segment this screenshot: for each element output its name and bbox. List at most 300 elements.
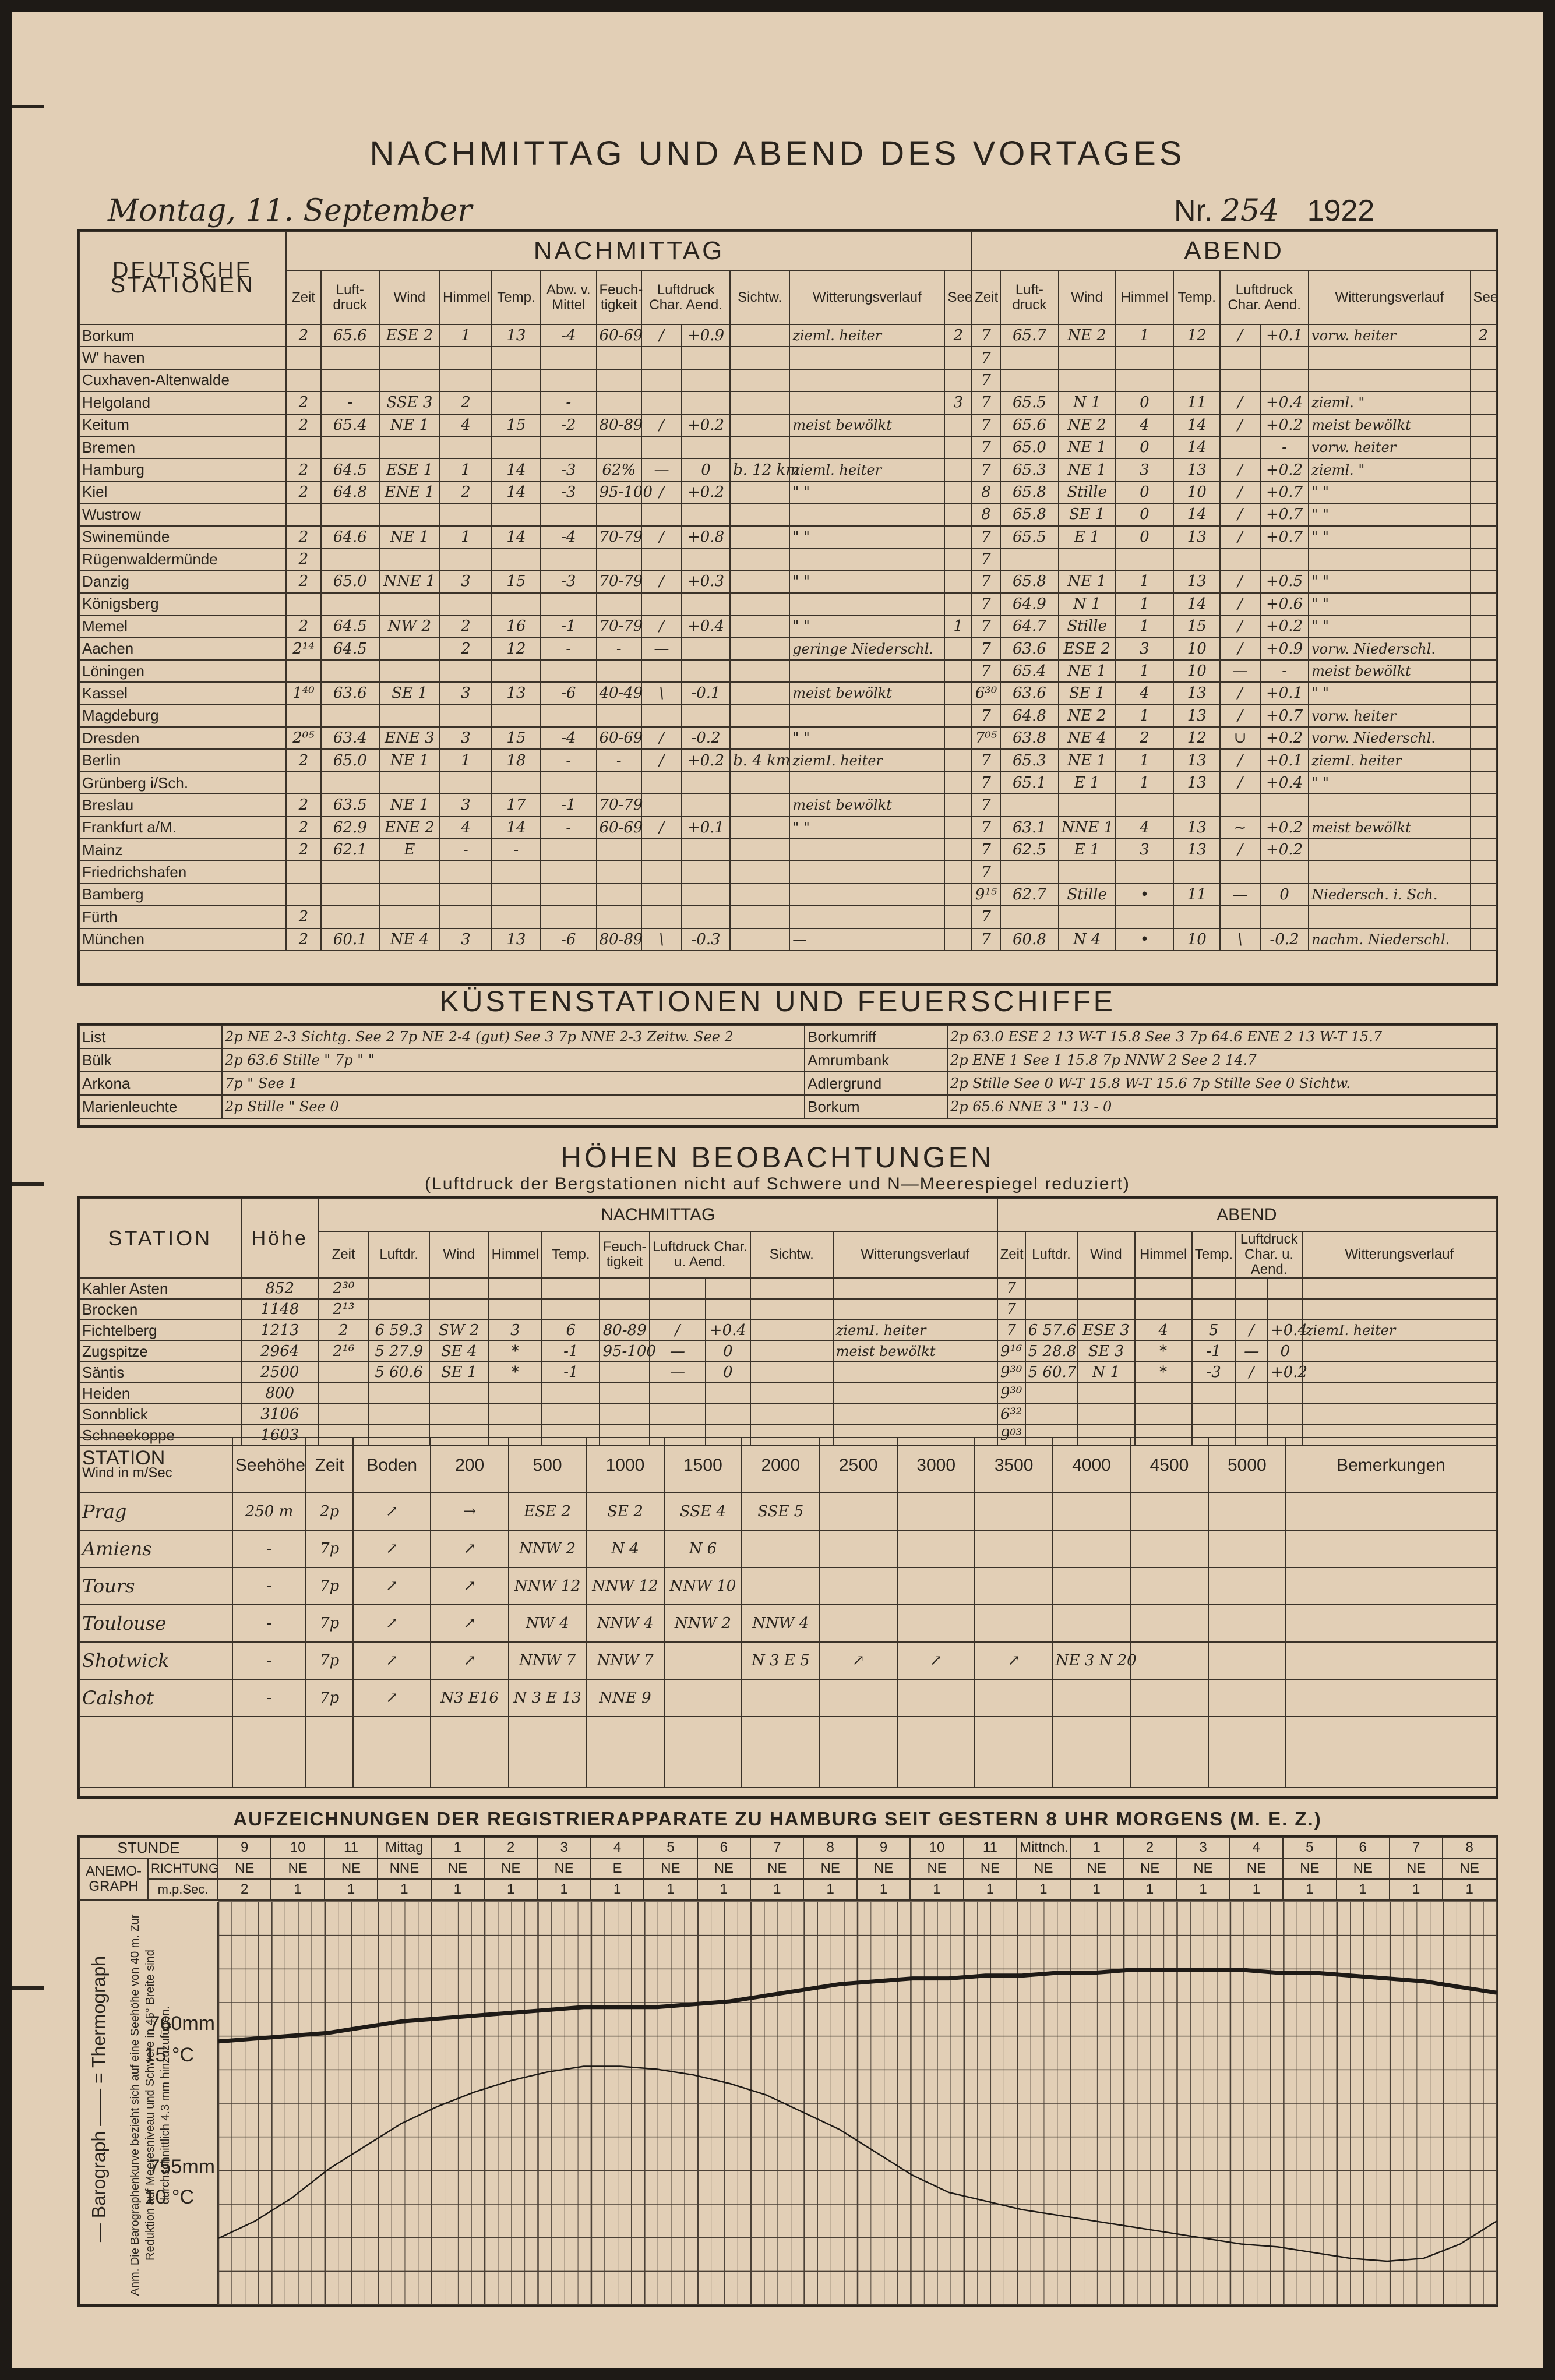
abend-cell: 4 xyxy=(1115,414,1173,436)
wind-direction: NE xyxy=(697,1858,750,1879)
wind-speed: 1 xyxy=(1443,1879,1496,1900)
wind-cell xyxy=(897,1679,975,1717)
nachmittag-cell xyxy=(833,1299,997,1320)
nachmittag-cell: 63.5 xyxy=(321,794,379,816)
nachmittag-cell: 2 xyxy=(286,548,321,570)
abend-cell: 60.8 xyxy=(1000,928,1059,951)
abend-cell xyxy=(1471,906,1497,928)
nachmittag-cell xyxy=(944,839,972,861)
abend-cell: N 1 xyxy=(1059,593,1116,615)
wind-cell xyxy=(1286,1493,1496,1530)
nachmittag-cell xyxy=(429,1383,488,1404)
wind-cell xyxy=(1053,1605,1130,1642)
abend-cell: 1 xyxy=(1115,749,1173,771)
wind-cell xyxy=(820,1530,897,1567)
nachmittag-cell xyxy=(641,794,682,816)
abend-cell: / xyxy=(1235,1320,1268,1341)
nachmittag-cell xyxy=(641,347,682,369)
abend-cell: 11 xyxy=(1173,884,1220,906)
nachmittag-cell xyxy=(597,660,642,682)
table-row xyxy=(79,1493,1496,1530)
hour-label: 9 xyxy=(218,1837,271,1858)
abend-cell: 0 xyxy=(1115,391,1173,414)
nachmittag-cell xyxy=(944,727,972,749)
abend-cell xyxy=(1471,481,1497,503)
abend-cell: NE 1 xyxy=(1059,749,1116,771)
abend-cell xyxy=(1000,347,1059,369)
abend-cell: vorw. heiter xyxy=(1309,705,1470,727)
nachmittag-cell: 2 xyxy=(286,481,321,503)
abend-col-header: Luftdr. xyxy=(1025,1231,1078,1278)
abend-cell xyxy=(1000,861,1059,883)
abend-cell xyxy=(1059,548,1116,570)
nachmittag-cell xyxy=(944,637,972,659)
abend-col-header: Witterungsverlauf xyxy=(1303,1231,1496,1278)
nachmittag-cell xyxy=(440,347,492,369)
abend-cell: N 4 xyxy=(1059,928,1116,951)
hour-label: 8 xyxy=(803,1837,856,1858)
nachmittag-cell: " " xyxy=(789,615,944,637)
wind-cell xyxy=(1286,1567,1496,1605)
nachmittag-cell: - xyxy=(440,839,492,861)
abend-cell: 14 xyxy=(1173,593,1220,615)
nachmittag-cell xyxy=(368,1383,429,1404)
wind-speed: 1 xyxy=(1017,1879,1070,1900)
abend-cell: +0.4 xyxy=(1260,772,1309,794)
abend-cell: 9³⁰ xyxy=(997,1362,1025,1383)
nachmittag-cell: 2 xyxy=(286,817,321,839)
nachmittag-cell: 2 xyxy=(286,794,321,816)
wind-cell xyxy=(1208,1605,1286,1642)
nachmittag-cell xyxy=(319,1362,368,1383)
nachmittag-cell xyxy=(597,436,642,458)
nachmittag-cell: 3 xyxy=(944,391,972,414)
wind-speed: 1 xyxy=(1230,1879,1283,1900)
abend-cell xyxy=(1309,369,1470,391)
abend-cell: / xyxy=(1220,615,1260,637)
station-name: Kassel xyxy=(79,682,286,704)
table-row xyxy=(79,637,1496,659)
nachmittag-cell xyxy=(944,794,972,816)
nachmittag-cell: 17 xyxy=(492,794,541,816)
abend-cell: " " xyxy=(1309,570,1470,592)
nachmittag-cell xyxy=(750,1404,833,1425)
abend-cell xyxy=(1471,884,1497,906)
records-side-panel xyxy=(79,1902,218,2305)
station-elevation: 800 xyxy=(241,1383,319,1404)
nachmittag-cell xyxy=(440,660,492,682)
wind-cell: N 3 E 13 xyxy=(509,1679,586,1717)
abend-cell: * xyxy=(1135,1362,1192,1383)
nachmittag-cell: - xyxy=(541,817,596,839)
nachmittag-cell xyxy=(492,906,541,928)
abend-cell xyxy=(1235,1278,1268,1299)
nachmittag-cell xyxy=(730,570,789,592)
nachmittag-cell xyxy=(597,391,642,414)
nachmittag-cell xyxy=(597,839,642,861)
nachmittag-cell xyxy=(641,884,682,906)
abend-cell: NE 1 xyxy=(1059,436,1116,458)
nachmittag-cell xyxy=(730,928,789,951)
wind-cell: NNW 4 xyxy=(586,1605,664,1642)
abend-cell: 0 xyxy=(1260,884,1309,906)
wind-speed: 1 xyxy=(644,1879,697,1900)
nachmittag-cell xyxy=(944,928,972,951)
nachmittag-cell xyxy=(750,1341,833,1362)
abend-cell: 0 xyxy=(1268,1341,1303,1362)
abend-cell: / xyxy=(1220,414,1260,436)
nachmittag-cell xyxy=(429,1299,488,1320)
nachmittag-cell: — xyxy=(641,458,682,481)
abend-header: ABEND xyxy=(997,1199,1496,1231)
nachmittag-cell: 2 xyxy=(286,391,321,414)
nachmittag-cell xyxy=(944,817,972,839)
station-name: Danzig xyxy=(79,570,286,592)
nachmittag-cell xyxy=(379,503,440,525)
nachmittag-cell: +0.9 xyxy=(682,324,730,347)
wind-cell xyxy=(1208,1679,1286,1717)
label-755mm: 755mm xyxy=(149,2156,215,2178)
wind-cell: ↗ xyxy=(431,1530,508,1567)
nachmittag-cell: 2¹⁴ xyxy=(286,637,321,659)
nachmittag-cell xyxy=(650,1299,706,1320)
abend-cell xyxy=(1220,347,1260,369)
nachmittag-col-header: Wind xyxy=(429,1231,488,1278)
abend-cell xyxy=(1471,526,1497,548)
nachmittag-cell xyxy=(682,503,730,525)
station-elevation: 3106 xyxy=(241,1404,319,1425)
wind-cell: ↗ xyxy=(897,1642,975,1679)
nachmittag-cell xyxy=(641,660,682,682)
nachmittag-cell xyxy=(730,347,789,369)
edge-mark xyxy=(12,1986,44,1990)
abend-cell xyxy=(1303,1341,1496,1362)
nachmittag-cell: b. 12 km xyxy=(730,458,789,481)
report-date: Montag, 11. September xyxy=(108,193,473,228)
wind-cell: N 3 E 5 xyxy=(742,1642,819,1679)
abend-cell xyxy=(1471,772,1497,794)
wind-speed: 1 xyxy=(1123,1879,1176,1900)
page-title: NACHMITTAG UND ABEND DES VORTAGES xyxy=(369,135,1186,172)
abend-cell: 65.7 xyxy=(1000,324,1059,347)
nachmittag-cell xyxy=(541,839,596,861)
abend-cell: — xyxy=(1220,884,1260,906)
instrument-legend: — Barograph —— = Thermograph xyxy=(88,1955,110,2243)
abend-cell xyxy=(1303,1383,1496,1404)
nachmittag-cell xyxy=(597,369,642,391)
number-label: Nr. xyxy=(1174,194,1213,228)
nachmittag-cell xyxy=(944,503,972,525)
abend-cell: 1 xyxy=(1115,324,1173,347)
nachmittag-cell xyxy=(944,436,972,458)
abend-col-header: Luftdruck Char. u. Aend. xyxy=(1235,1231,1302,1278)
table-row xyxy=(79,347,1496,369)
hour-label: 7 xyxy=(750,1837,803,1858)
abend-cell: 6³² xyxy=(997,1404,1025,1425)
nachmittag-cell: / xyxy=(641,481,682,503)
abend-cell: / xyxy=(1220,839,1260,861)
abend-cell: 9¹⁶ xyxy=(997,1341,1025,1362)
wind-cell: ↗ xyxy=(353,1567,431,1605)
wind-cell: NNW 10 xyxy=(664,1567,742,1605)
station-name: Berlin xyxy=(79,749,286,771)
nachmittag-cell xyxy=(682,391,730,414)
wind-cell: SSE 5 xyxy=(742,1493,819,1530)
wind-cell: 7p xyxy=(306,1642,353,1679)
abend-cell xyxy=(1309,906,1470,928)
nachmittag-cell xyxy=(730,481,789,503)
wind-cell: ↗ xyxy=(975,1642,1052,1679)
nachmittag-col-header: Sichtw. xyxy=(750,1231,833,1278)
abend-cell: meist bewölkt xyxy=(1309,660,1470,682)
hoehen-subtitle: (Luftdruck der Bergstationen nicht auf Schwere und N—Meerespiegel reduziert) xyxy=(425,1174,1130,1193)
nachmittag-cell xyxy=(641,369,682,391)
abend-cell: meist bewölkt xyxy=(1309,817,1470,839)
nachmittag-cell: 2³⁰ xyxy=(319,1278,368,1299)
table-row xyxy=(79,1605,1496,1642)
nachmittag-cell xyxy=(429,1404,488,1425)
nachmittag-cell: 18 xyxy=(492,749,541,771)
abend-cell: NE 2 xyxy=(1059,705,1116,727)
abend-cell: +0.4 xyxy=(1260,391,1309,414)
abend-cell: Niedersch. i. Sch. xyxy=(1309,884,1470,906)
empty-cell xyxy=(431,1717,508,1788)
abend-cell: 65.5 xyxy=(1000,526,1059,548)
table-row xyxy=(79,749,1496,771)
station-elevation: 2964 xyxy=(241,1341,319,1362)
abend-cell: 7 xyxy=(972,637,1000,659)
wind-station-header xyxy=(79,1438,232,1493)
nachmittag-cell: 40-49 xyxy=(597,682,642,704)
abend-cell: +0.9 xyxy=(1260,637,1309,659)
nachmittag-cell xyxy=(541,436,596,458)
nachmittag-cell: zieml. heiter xyxy=(789,324,944,347)
wind-station-name: Prag xyxy=(79,1493,232,1530)
nachmittag-cell: — xyxy=(641,637,682,659)
abend-cell: 7 xyxy=(972,928,1000,951)
nachmittag-cell: 3 xyxy=(440,794,492,816)
abend-cell: NE 2 xyxy=(1059,414,1116,436)
nachmittag-cell xyxy=(944,660,972,682)
wind-speed: 1 xyxy=(910,1879,963,1900)
nachmittag-cell xyxy=(650,1383,706,1404)
wind-speed: 1 xyxy=(1176,1879,1229,1900)
abend-cell: ESE 3 xyxy=(1077,1320,1134,1341)
nachmittag-col-header: Zeit xyxy=(319,1231,368,1278)
abend-cell: 64.8 xyxy=(1000,705,1059,727)
abend-cell xyxy=(1471,682,1497,704)
abend-cell: +0.7 xyxy=(1260,481,1309,503)
nachmittag-cell: 60-69 xyxy=(597,324,642,347)
nachmittag-cell: 95-100 xyxy=(597,481,642,503)
abend-cell: 65.0 xyxy=(1000,436,1059,458)
nachmittag-cell xyxy=(488,1299,542,1320)
abend-cell xyxy=(1192,1278,1236,1299)
nachmittag-cell: 2 xyxy=(319,1320,368,1341)
abend-cell: 63.1 xyxy=(1000,817,1059,839)
wind-direction: E xyxy=(591,1858,644,1879)
abend-cell: 7 xyxy=(972,705,1000,727)
abend-cell xyxy=(1235,1299,1268,1320)
station-name: Säntis xyxy=(79,1362,241,1383)
abend-cell: +0.2 xyxy=(1260,727,1309,749)
nachmittag-cell xyxy=(730,593,789,615)
station-header: STATION xyxy=(79,1199,241,1278)
hour-label: Mittnch. xyxy=(1017,1837,1070,1858)
wind-direction: NE xyxy=(1337,1858,1390,1879)
coast-observation: 2p 63.6 Stille " 7p " " xyxy=(222,1048,805,1072)
abend-cell: 7 xyxy=(972,749,1000,771)
table-row xyxy=(79,548,1496,570)
nachmittag-cell: 3 xyxy=(440,928,492,951)
abend-cell: 7 xyxy=(972,324,1000,347)
nachmittag-cell: 14 xyxy=(492,526,541,548)
nachmittag-cell xyxy=(641,593,682,615)
nachmittag-cell xyxy=(600,1383,649,1404)
nachmittag-col-header: Feuch-tigkeit xyxy=(600,1231,649,1278)
abend-cell xyxy=(1077,1299,1134,1320)
wind-cell: NE 3 N 20 xyxy=(1053,1642,1130,1679)
nachmittag-cell xyxy=(286,436,321,458)
nachmittag-cell xyxy=(440,548,492,570)
table-row xyxy=(79,1025,1497,1048)
abend-cell: 12 xyxy=(1173,324,1220,347)
table-row xyxy=(79,727,1496,749)
nachmittag-cell xyxy=(641,503,682,525)
station-name: Aachen xyxy=(79,637,286,659)
nachmittag-cell: - xyxy=(541,749,596,771)
nachmittag-cell: 13 xyxy=(492,324,541,347)
abend-cell: 8 xyxy=(972,503,1000,525)
station-name: Rügenwaldermünde xyxy=(79,548,286,570)
abend-cell: 7 xyxy=(972,391,1000,414)
nachmittag-cell xyxy=(641,391,682,414)
abend-col-header: Temp. xyxy=(1192,1231,1236,1278)
abend-cell xyxy=(1115,861,1173,883)
nachmittag-cell: geringe Niederschl. xyxy=(789,637,944,659)
wind-cell: NNW 4 xyxy=(742,1605,819,1642)
abend-cell xyxy=(1471,839,1497,861)
nachmittag-cell: 12 xyxy=(492,637,541,659)
abend-cell xyxy=(1260,548,1309,570)
nachmittag-cell xyxy=(600,1362,649,1383)
abend-cell: +0.4 xyxy=(1268,1320,1303,1341)
nachmittag-cell: 64.5 xyxy=(321,458,379,481)
hour-label: 1 xyxy=(1070,1837,1123,1858)
wind-cell xyxy=(1286,1530,1496,1567)
nachmittag-cell xyxy=(730,906,789,928)
abend-cell: 0 xyxy=(1115,481,1173,503)
abend-cell xyxy=(1173,794,1220,816)
nachmittag-cell: -4 xyxy=(541,727,596,749)
wind-speed: 1 xyxy=(537,1879,590,1900)
table-row xyxy=(79,414,1496,436)
nachmittag-cell: 62.9 xyxy=(321,817,379,839)
abend-cell: / xyxy=(1220,503,1260,525)
hour-label: 8 xyxy=(1443,1837,1496,1858)
wind-cell xyxy=(1130,1493,1208,1530)
abend-cell: 9³⁰ xyxy=(997,1383,1025,1404)
nachmittag-cell: 60-69 xyxy=(597,727,642,749)
coast-observation: 2p Stille See 0 W-T 15.8 W-T 15.6 7p Stille See 0 Sichtw. xyxy=(947,1072,1497,1095)
wind-cell: ↗ xyxy=(353,1530,431,1567)
abend-cell xyxy=(1192,1383,1236,1404)
wind-cell: ESE 2 xyxy=(509,1493,586,1530)
abend-cell: 1 xyxy=(1115,615,1173,637)
coast-station-name: Borkum xyxy=(805,1095,947,1118)
abend-cell: " " xyxy=(1309,593,1470,615)
abend-cell: 7 xyxy=(972,570,1000,592)
nachmittag-cell: +0.2 xyxy=(682,414,730,436)
nachmittag-cell xyxy=(600,1278,649,1299)
anemograph-label: ANEMO-GRAPH xyxy=(79,1858,148,1900)
table-row xyxy=(79,1048,1497,1072)
abend-col-header: Wind xyxy=(1059,271,1116,324)
nachmittag-cell xyxy=(286,884,321,906)
nachmittag-cell xyxy=(492,593,541,615)
abend-cell: 11 xyxy=(1173,391,1220,414)
abend-cell: 65.3 xyxy=(1000,458,1059,481)
abend-cell xyxy=(1235,1404,1268,1425)
nachmittag-cell: / xyxy=(641,526,682,548)
wind-cell: ↗ xyxy=(353,1642,431,1679)
abend-cell: / xyxy=(1220,481,1260,503)
wind-cell: NNW 2 xyxy=(509,1530,586,1567)
abend-cell: 13 xyxy=(1173,772,1220,794)
wind-direction: NE xyxy=(1283,1858,1336,1879)
nachmittag-cell xyxy=(730,436,789,458)
wind-cell: 7p xyxy=(306,1530,353,1567)
nachmittag-cell: 1 xyxy=(440,526,492,548)
empty-cell xyxy=(1130,1717,1208,1788)
nachmittag-cell xyxy=(789,705,944,727)
nachmittag-cell xyxy=(597,906,642,928)
abend-cell: / xyxy=(1220,682,1260,704)
nachmittag-cell xyxy=(682,884,730,906)
nachmittag-cell: -4 xyxy=(541,526,596,548)
station-elevation: 1148 xyxy=(241,1299,319,1320)
wind-speed: 1 xyxy=(1337,1879,1390,1900)
abend-cell: 6³⁰ xyxy=(972,682,1000,704)
nachmittag-cell xyxy=(368,1404,429,1425)
abend-col-header: Temp. xyxy=(1173,271,1220,324)
abend-cell: / xyxy=(1220,324,1260,347)
wind-cell: SE 2 xyxy=(586,1493,664,1530)
records-title: AUFZEICHNUNGEN DER REGISTRIERAPPARATE ZU HAMBURG SEIT GESTERN 8 UHR MORGENS (M. E. Z.) xyxy=(233,1808,1322,1830)
abend-cell: 10 xyxy=(1173,660,1220,682)
nachmittag-cell: / xyxy=(641,324,682,347)
abend-cell: / xyxy=(1220,526,1260,548)
wind-cell: NW 4 xyxy=(509,1605,586,1642)
abend-cell: E 1 xyxy=(1059,839,1116,861)
abend-cell: " " xyxy=(1309,526,1470,548)
nachmittag-cell: 3 xyxy=(488,1320,542,1341)
abend-cell: 4 xyxy=(1115,682,1173,704)
wind-cell: ↗ xyxy=(353,1605,431,1642)
nachmittag-cell xyxy=(682,347,730,369)
hour-label: 3 xyxy=(537,1837,590,1858)
wind-cell xyxy=(1130,1530,1208,1567)
nachmittag-cell xyxy=(597,861,642,883)
nachmittag-cell xyxy=(597,503,642,525)
nachmittag-cell: -1 xyxy=(542,1362,600,1383)
nachmittag-cell: 1⁴⁰ xyxy=(286,682,321,704)
station-name: Friedrichshafen xyxy=(79,861,286,883)
wind-cell: - xyxy=(232,1567,306,1605)
abend-cell: / xyxy=(1220,772,1260,794)
abend-cell: 7 xyxy=(997,1278,1025,1299)
nachmittag-cell: SW 2 xyxy=(429,1320,488,1341)
